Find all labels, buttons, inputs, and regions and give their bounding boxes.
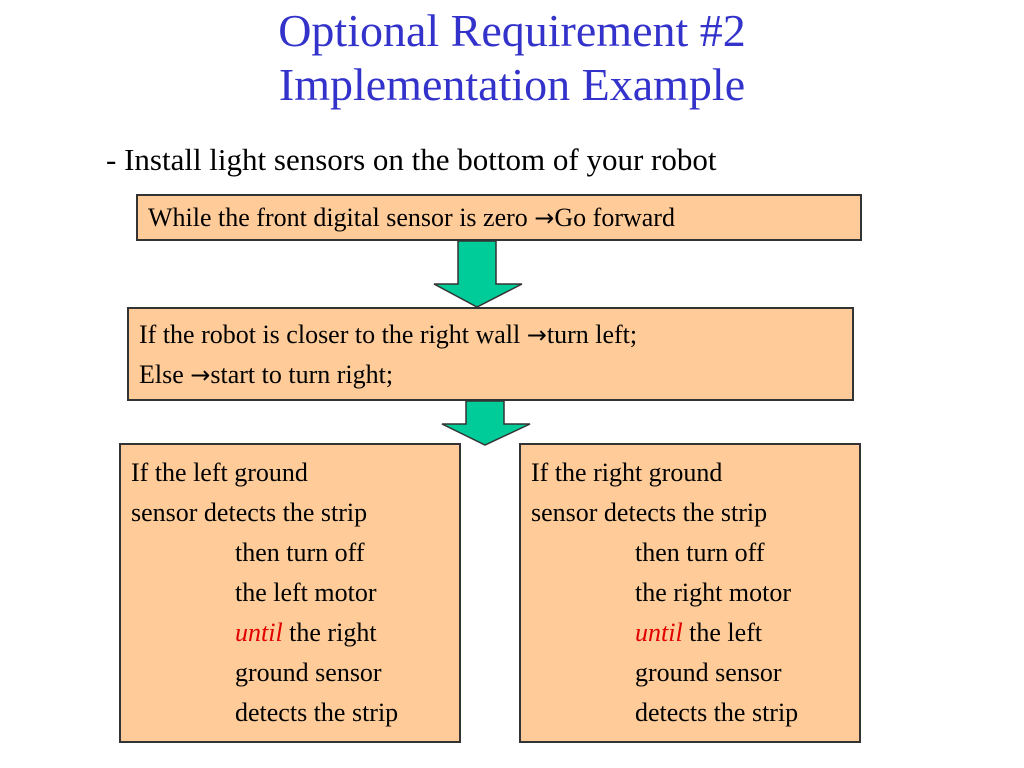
right-sensor-box — [519, 443, 861, 743]
box3-line-2: sensor detects the strip — [131, 498, 368, 527]
slide-subtitle: - Install light sensors on the bottom of your robot — [106, 142, 717, 177]
box3-until-keyword: until — [235, 618, 283, 647]
box4-line-6: ground sensor — [635, 658, 782, 687]
left-sensor-box — [119, 443, 461, 743]
box4-line-3: then turn off — [635, 538, 765, 567]
box2-line2-text-2: start to turn right; — [210, 360, 394, 389]
box4-line-5 — [531, 613, 859, 653]
box1-text: While the front digital sensor is zero — [148, 203, 535, 232]
box4-line-1: If the right ground — [531, 458, 723, 487]
slide-title — [0, 4, 1024, 112]
box2-line1-text-2: turn left; — [546, 320, 638, 349]
box3-line-3: then turn off — [235, 538, 365, 567]
step-box-turn-decision — [127, 307, 854, 401]
box3-line-7: detects the strip — [235, 698, 399, 727]
right-arrow-icon: → — [190, 361, 211, 389]
box4-line-4: the right motor — [635, 578, 791, 607]
box2-line1-text: If the robot is closer to the right wall — [139, 320, 527, 349]
box4-line-7: detects the strip — [635, 698, 799, 727]
box4-line-2: sensor detects the strip — [531, 498, 768, 527]
right-arrow-icon: → — [534, 204, 555, 232]
box3-line-5-rest: the right — [282, 618, 377, 647]
box2-line-2 — [139, 355, 852, 395]
box3-line-1: If the left ground — [131, 458, 308, 487]
title-line-1: Optional Requirement #2 — [278, 5, 746, 56]
box3-line-5 — [131, 613, 459, 653]
box3-line-6: ground sensor — [235, 658, 382, 687]
box4-until-keyword: until — [635, 618, 683, 647]
box2-line2-text: Else — [139, 360, 191, 389]
box2-line-1 — [139, 315, 852, 355]
down-arrow-icon — [432, 240, 524, 308]
step-box-go-forward — [136, 194, 862, 241]
box3-line-4: the left motor — [235, 578, 377, 607]
right-arrow-icon: → — [526, 321, 547, 349]
title-line-2: Implementation Example — [278, 59, 746, 110]
down-arrow-icon — [440, 400, 532, 446]
box1-text-2: Go forward — [554, 203, 675, 232]
box4-line-5-rest: the left — [682, 618, 763, 647]
